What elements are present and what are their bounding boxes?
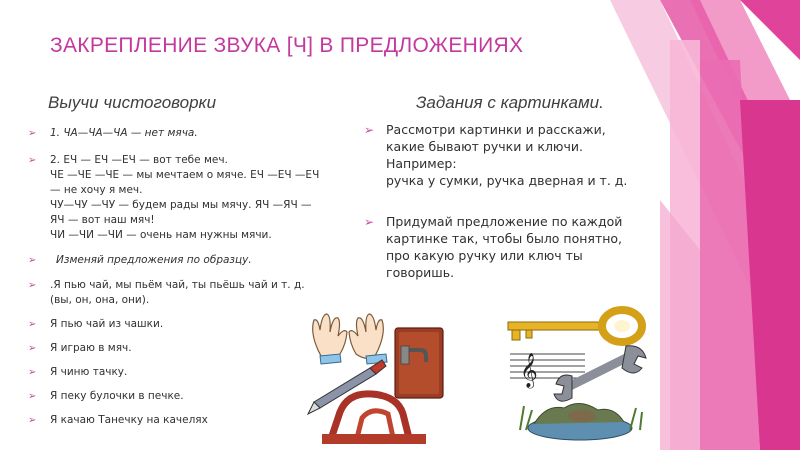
list-item-text: ➢ Я играю в мяч. <box>50 342 132 354</box>
list-item-text: ➢ Рассмотри картинки и расскажи, <box>386 122 606 137</box>
list-item-text: ➢ .Я пью чай, мы пьём чай, ты пьёшь чай и т. д. <box>50 279 305 291</box>
list-item-text: ➢ Я пеку булочки в печке. <box>50 390 184 402</box>
left-column-heading: Выучи чистоговорки <box>48 93 217 112</box>
list-item-text: ➢ Я пью чай из чашки. <box>50 318 164 330</box>
list-item-text: ручка у сумки, ручка дверная и т. д. <box>386 173 628 188</box>
list-item <box>28 278 366 308</box>
bag-handle-icon <box>322 394 426 444</box>
list-item-text: — не хочу я меч. <box>50 184 143 196</box>
illustration-keys <box>490 306 660 446</box>
list-item-text: картинке так, чтобы было понятно, <box>386 231 623 246</box>
door-handle-icon <box>395 328 443 398</box>
list-item-text: говоришь. <box>386 265 455 280</box>
list-item-text: ЧУ—ЧУ —ЧУ — будем рады мы мячу. ЯЧ —ЯЧ — <box>50 199 312 211</box>
list-item-text: (вы, он, она, они). <box>50 294 150 306</box>
key-icon <box>508 310 642 342</box>
list-item-text: про какую ручку или ключ ты <box>386 248 583 263</box>
slide-title: ЗАКРЕПЛЕНИЕ ЗВУКА [Ч] В ПРЕДЛОЖЕНИЯХ <box>50 34 524 57</box>
list-item-text: Например: <box>386 156 457 171</box>
list-item-text: ➢ Придумай предложение по каждой <box>386 214 623 229</box>
list-item <box>28 153 366 243</box>
list-item-text: ЯЧ — вот наш мяч! <box>50 214 155 226</box>
illustration-handles <box>300 310 500 445</box>
list-item <box>28 253 366 268</box>
pond-icon <box>520 403 642 440</box>
gloves-icon <box>313 314 387 364</box>
list-item <box>364 213 664 281</box>
list-item-text: ➢ Изменяй предложения по образцу. <box>56 254 252 266</box>
list-item-text: ➢ Я чиню тачку. <box>50 366 128 378</box>
list-item-text: ЧИ —ЧИ —ЧИ — очень нам нужны мячи. <box>50 229 272 241</box>
list-item-text: ➢ 1. ЧА—ЧА—ЧА — нет мяча. <box>50 127 198 139</box>
list-item-text: какие бывают ручки и ключи. <box>386 139 583 154</box>
list-item <box>364 121 664 189</box>
list-item <box>28 126 366 141</box>
list-item-text: ➢ 2. ЕЧ — ЕЧ —ЕЧ — вот тебе меч. <box>50 154 228 166</box>
right-bullet-list <box>364 121 664 281</box>
right-column-heading: Задания с картинками. <box>416 93 604 112</box>
list-item-text: ЧЕ —ЧЕ —ЧЕ — мы мечтаем о мяче. ЕЧ —ЕЧ —ЕЧ <box>50 169 320 181</box>
svg-text:𝄞: 𝄞 <box>520 353 538 388</box>
list-item-text: ➢ Я качаю Танечку на качелях <box>50 414 208 426</box>
